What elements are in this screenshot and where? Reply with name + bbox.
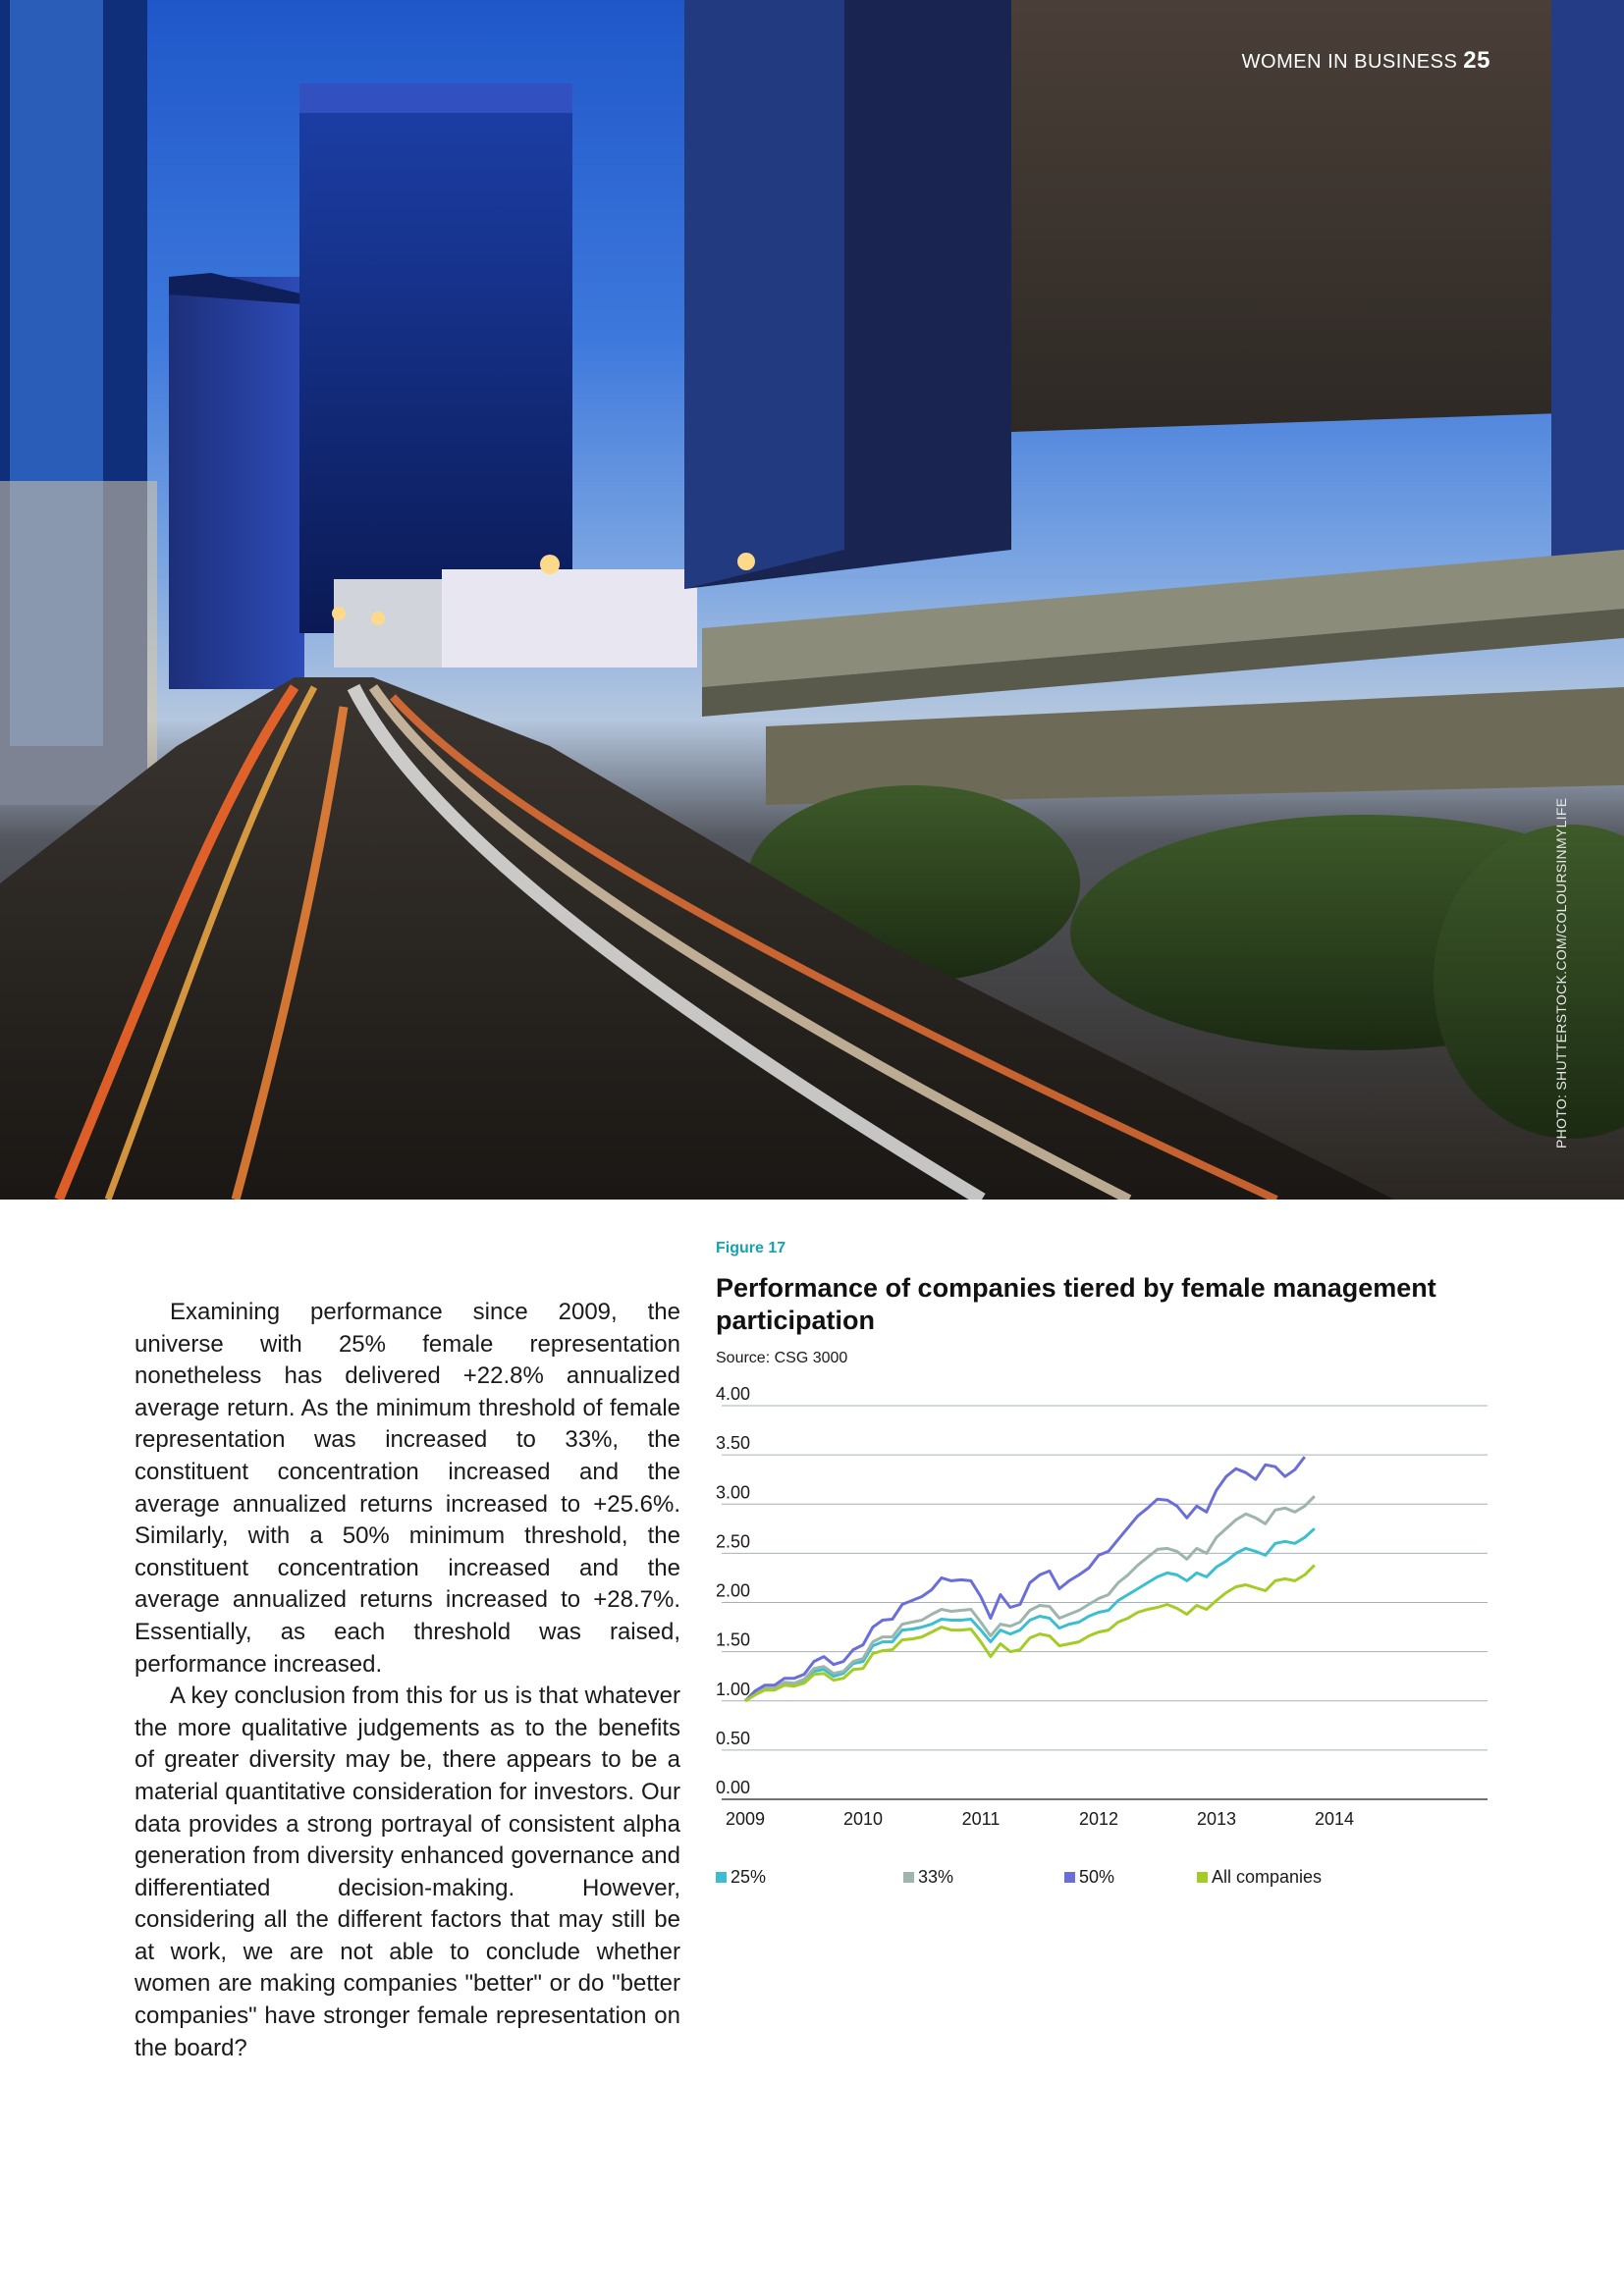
figure-source: Source: CSG 3000 (716, 1350, 848, 1366)
x-tick-label: 2009 (725, 1809, 766, 1826)
x-tick-label: 2011 (961, 1809, 1001, 1826)
performance-line-chart (707, 1384, 1502, 1826)
y-tick-label: 3.50 (716, 1433, 751, 1454)
series-line (745, 1496, 1315, 1701)
y-tick-label: 0.50 (716, 1728, 751, 1748)
legend-label: All companies (1212, 1867, 1323, 1887)
body-paragraph-1: Examining performance since 2009, the universe with 25% female representation nonetheless has delivered +22.8% annualized average return. As the minimum threshold of female representation was increased to 33%, the constituent concentration increased and the average annualized returns increased to +25.6%. Similarly, with a 50% minimum threshold, the constituent concentration increased and the average annualized returns increased to +28.7%. Essentially, as each threshold was raised, performance increased. (135, 1299, 680, 1678)
x-tick-label: 2013 (1196, 1809, 1237, 1826)
legend-swatch (1197, 1872, 1208, 1883)
figure-label: Figure 17 (716, 1240, 786, 1256)
legend-swatch (903, 1872, 914, 1883)
y-tick-label: 1.50 (716, 1629, 751, 1650)
x-tick-label: 2014 (1314, 1809, 1355, 1826)
y-tick-label: 2.00 (716, 1580, 751, 1601)
article-body (135, 1297, 680, 2064)
series-line (745, 1528, 1315, 1701)
section-title: WOMEN IN BUSINESS (1241, 51, 1458, 73)
x-tick-label: 2012 (1078, 1809, 1119, 1826)
legend-swatch (716, 1872, 727, 1883)
y-tick-label: 0.00 (716, 1778, 751, 1797)
y-tick-label: 1.00 (716, 1679, 751, 1699)
y-tick-label: 2.50 (716, 1531, 751, 1552)
legend-item (903, 1867, 953, 1888)
body-paragraph-2: A key conclusion from this for us is that whatever the more qualitative judgements as to the benefits of greater diversity may be, there appears to be a material quantitative consideration for investors. Our data provides a strong portrayal of consistent alpha generation from diversity enhanced governance and differentiated decision-making. However, considering all the different factors that may still be at work, we are not able to conclude whether women are making companies "better" or do "better companies" have stronger female representation on the board? (135, 1682, 680, 2061)
y-tick-label: 4.00 (716, 1384, 751, 1404)
legend-item (1197, 1867, 1322, 1888)
page-number: 25 (1463, 47, 1490, 74)
figure-title: Performance of companies tiered by female management participation (716, 1273, 1436, 1335)
y-tick-label: 3.00 (716, 1482, 751, 1503)
photo-credit: PHOTO: SHUTTERSTOCK.COM/COLOURSINMYLIFE (1553, 797, 1569, 1148)
x-tick-label: 2010 (842, 1809, 884, 1826)
legend-label: 50% (1079, 1867, 1115, 1887)
legend-item (716, 1867, 766, 1888)
series-line (745, 1457, 1305, 1701)
legend-swatch (1064, 1872, 1075, 1883)
legend-item (1064, 1867, 1114, 1888)
legend-label: 25% (731, 1867, 767, 1887)
page-header (1242, 47, 1490, 75)
legend-label: 33% (918, 1867, 954, 1887)
